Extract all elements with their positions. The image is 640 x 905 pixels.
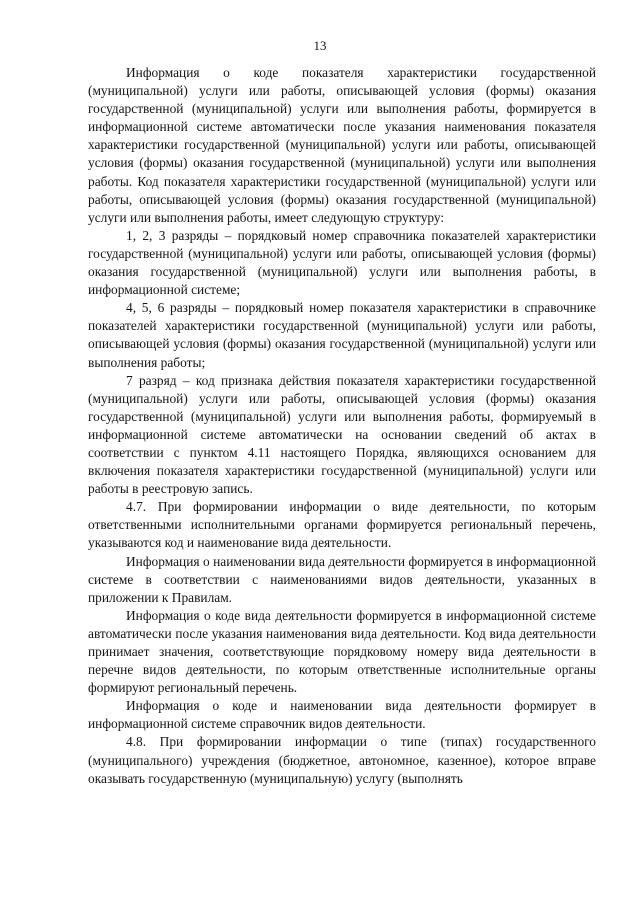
paragraph-4-8: 4.8. При формировании информации о типе (типах) государственного (муниципального) учреждения (бюджетное, автономное, казенное), которое вправе оказывать государственную (муниципальную) услугу (выполнять	[88, 734, 596, 786]
paragraph-digit-7: 7 разряд – код признака действия показателя характеристики государственной (муниципальной) услуги или работы, описывающей условия (формы) оказания государственной (муниципальной) услуги или выполнения работы, формируемый в информационной системе автоматически на основании сведений об актах в соответствии с пунктом 4.11 настоящего Порядка, являющихся основанием для включения показателя характеристики государственной (муниципальной) услуги или работы в реестровую запись.	[88, 372, 596, 497]
paragraph-activity-name: Информация о наименовании вида деятельности формируется в информационной системе в соответствии с наименованиями видов деятельности, указанных в приложении к Правилам.	[88, 553, 596, 605]
document-body	[88, 64, 596, 788]
paragraph-digits-1-3: 1, 2, 3 разряды – порядковый номер справочника показателей характеристики государственной (муниципальной) услуги или работы, описывающей условия (формы) оказания государственной (муниципальной) услуги или выполнения работы, в информационной системе;	[88, 227, 596, 298]
paragraph-activity-code: Информация о коде вида деятельности формируется в информационной системе автоматически после указания наименования вида деятельности. Код вида деятельности принимает значения, соответствующие порядковому номеру вида деятельности в перечне видов деятельности, по которым ответственные исполнительные органы формируют региональный перечень.	[88, 607, 596, 696]
paragraph-4-7: 4.7. При формировании информации о виде деятельности, по которым ответственными исполнительными органами формируется региональный перечень, указываются код и наименование вида деятельности.	[88, 499, 596, 551]
paragraph-activity-reference: Информация о коде и наименовании вида деятельности формирует в информационной системе справочник видов деятельности.	[88, 698, 596, 732]
page-number: 13	[313, 38, 327, 53]
paragraph-digits-4-6: 4, 5, 6 разряды – порядковый номер показателя характеристики в справочнике показателей характеристики государственной (муниципальной) услуги или работы, описывающей условия (формы) оказания государственной (муниципальной) услуги или выполнения работы;	[88, 300, 596, 370]
paragraph-code-info: Информация о коде показателя характеристики государственной (муниципальной) услуги или работы, описывающей условия (формы) оказания государственной (муниципальной) услуги или выполнения работы, формируется в информационной системе автоматически после указания наименования показателя характеристики государственной (муниципальной) услуги или работы, описывающей условия (формы) оказания государственной (муниципальной) услуги или выполнения работы. Код показателя характеристики государственной (муниципальной) услуги или работы, описывающей условия (формы) оказания государственной (муниципальной) услуги или выполнения работы, имеет следующую структуру:	[88, 65, 596, 225]
